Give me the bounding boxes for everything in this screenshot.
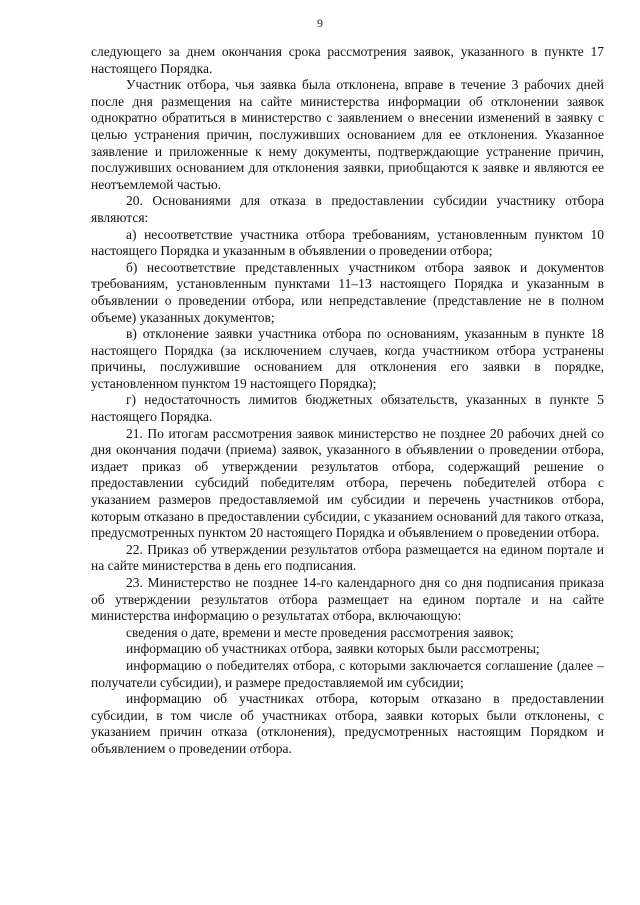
paragraph: информацию об участниках отбора, заявки которых были рассмотрены; (126, 641, 540, 657)
paragraph: 23. Министерство не позднее 14-го календарного дня со дня подписания приказа об утверждении результатов отбора размещает на едином портале и на сайте министерства информацию о результатах отбора, включающую: (91, 575, 604, 624)
page-number: 9 (317, 16, 323, 30)
paragraph: информацию об участниках отбора, которым отказано в предоставлении субсидии, в том числе об участниках отбора, заявки которых были отклонены, с указанием причин отказа (отклонения), предусмотренных настоящим Порядком и объявлением о проведении отбора. (91, 691, 604, 756)
paragraph: 22. Приказ об утверждении результатов отбора размещается на едином портале и на сайте министерства в день его подписания. (91, 541, 604, 574)
paragraph: г) недостаточность лимитов бюджетных обязательств, указанных в пункте 5 настоящего Порядка. (91, 392, 604, 425)
paragraph: 20. Основаниями для отказа в предоставлении субсидии участнику отбора являются: (91, 193, 604, 225)
paragraph: а) несоответствие участника отбора требованиям, установленным пунктом 10 настоящего Порядка и указанным в объявлении о проведении отбора; (91, 226, 604, 259)
document-body (91, 44, 604, 758)
paragraph: б) несоответствие представленных участником отбора заявок и документов требованиям, установленным пунктами 11–13 настоящего Порядка и указанным в объявлении о проведении отбора, или непредставление (представление не в полном объеме) указанных документов; (91, 259, 604, 325)
paragraph: следующего за днем окончания срока рассмотрения заявок, указанного в пункте 17 настоящего Порядка. (91, 44, 604, 76)
paragraph: 21. По итогам рассмотрения заявок министерство не позднее 20 рабочих дней со дня окончания подачи (приема) заявок, указанного в объявлении о проведении отбора, издает приказ об утверждении результатов отбора, содержащий решение о предоставлении субсидий победителям отбора, перечень победителей отбора с указанием размеров предоставляемой им субсидии и перечень участников отбора, которым отказано в предоставлении субсидии, с указанием оснований для такого отказа, предусмотренных пунктом 20 настоящего Порядка и объявлением о проведении отбора. (91, 425, 604, 541)
paragraph: информацию о победителях отбора, с которыми заключается соглашение (далее – получатели субсидии), и размере предоставляемой им субсидии; (91, 657, 604, 690)
paragraph: сведения о дате, времени и месте проведения рассмотрения заявок; (126, 624, 514, 640)
paragraph: Участник отбора, чья заявка была отклонена, вправе в течение 3 рабочих дней после дня размещения на сайте министерства информации об отклонении заявок однократно обратиться в министерство с заявлением о внесении изменений в заявку с целью устранения причин, послуживших основанием для ее отклонения. Указанное заявление и приложенные к нему документы, подтверждающие устранение причин, послуживших основанием для отклонения заявки, приобщаются к заявке и являются ее неотъемлемой частью. (91, 77, 604, 192)
paragraph: в) отклонение заявки участника отбора по основаниям, указанным в пункте 18 настоящего Порядка (за исключением случаев, когда участником отбора устранены причины, послужившие основанием для отклонения его заявки в порядке, установленном пунктом 19 настоящего Порядка); (91, 326, 604, 391)
